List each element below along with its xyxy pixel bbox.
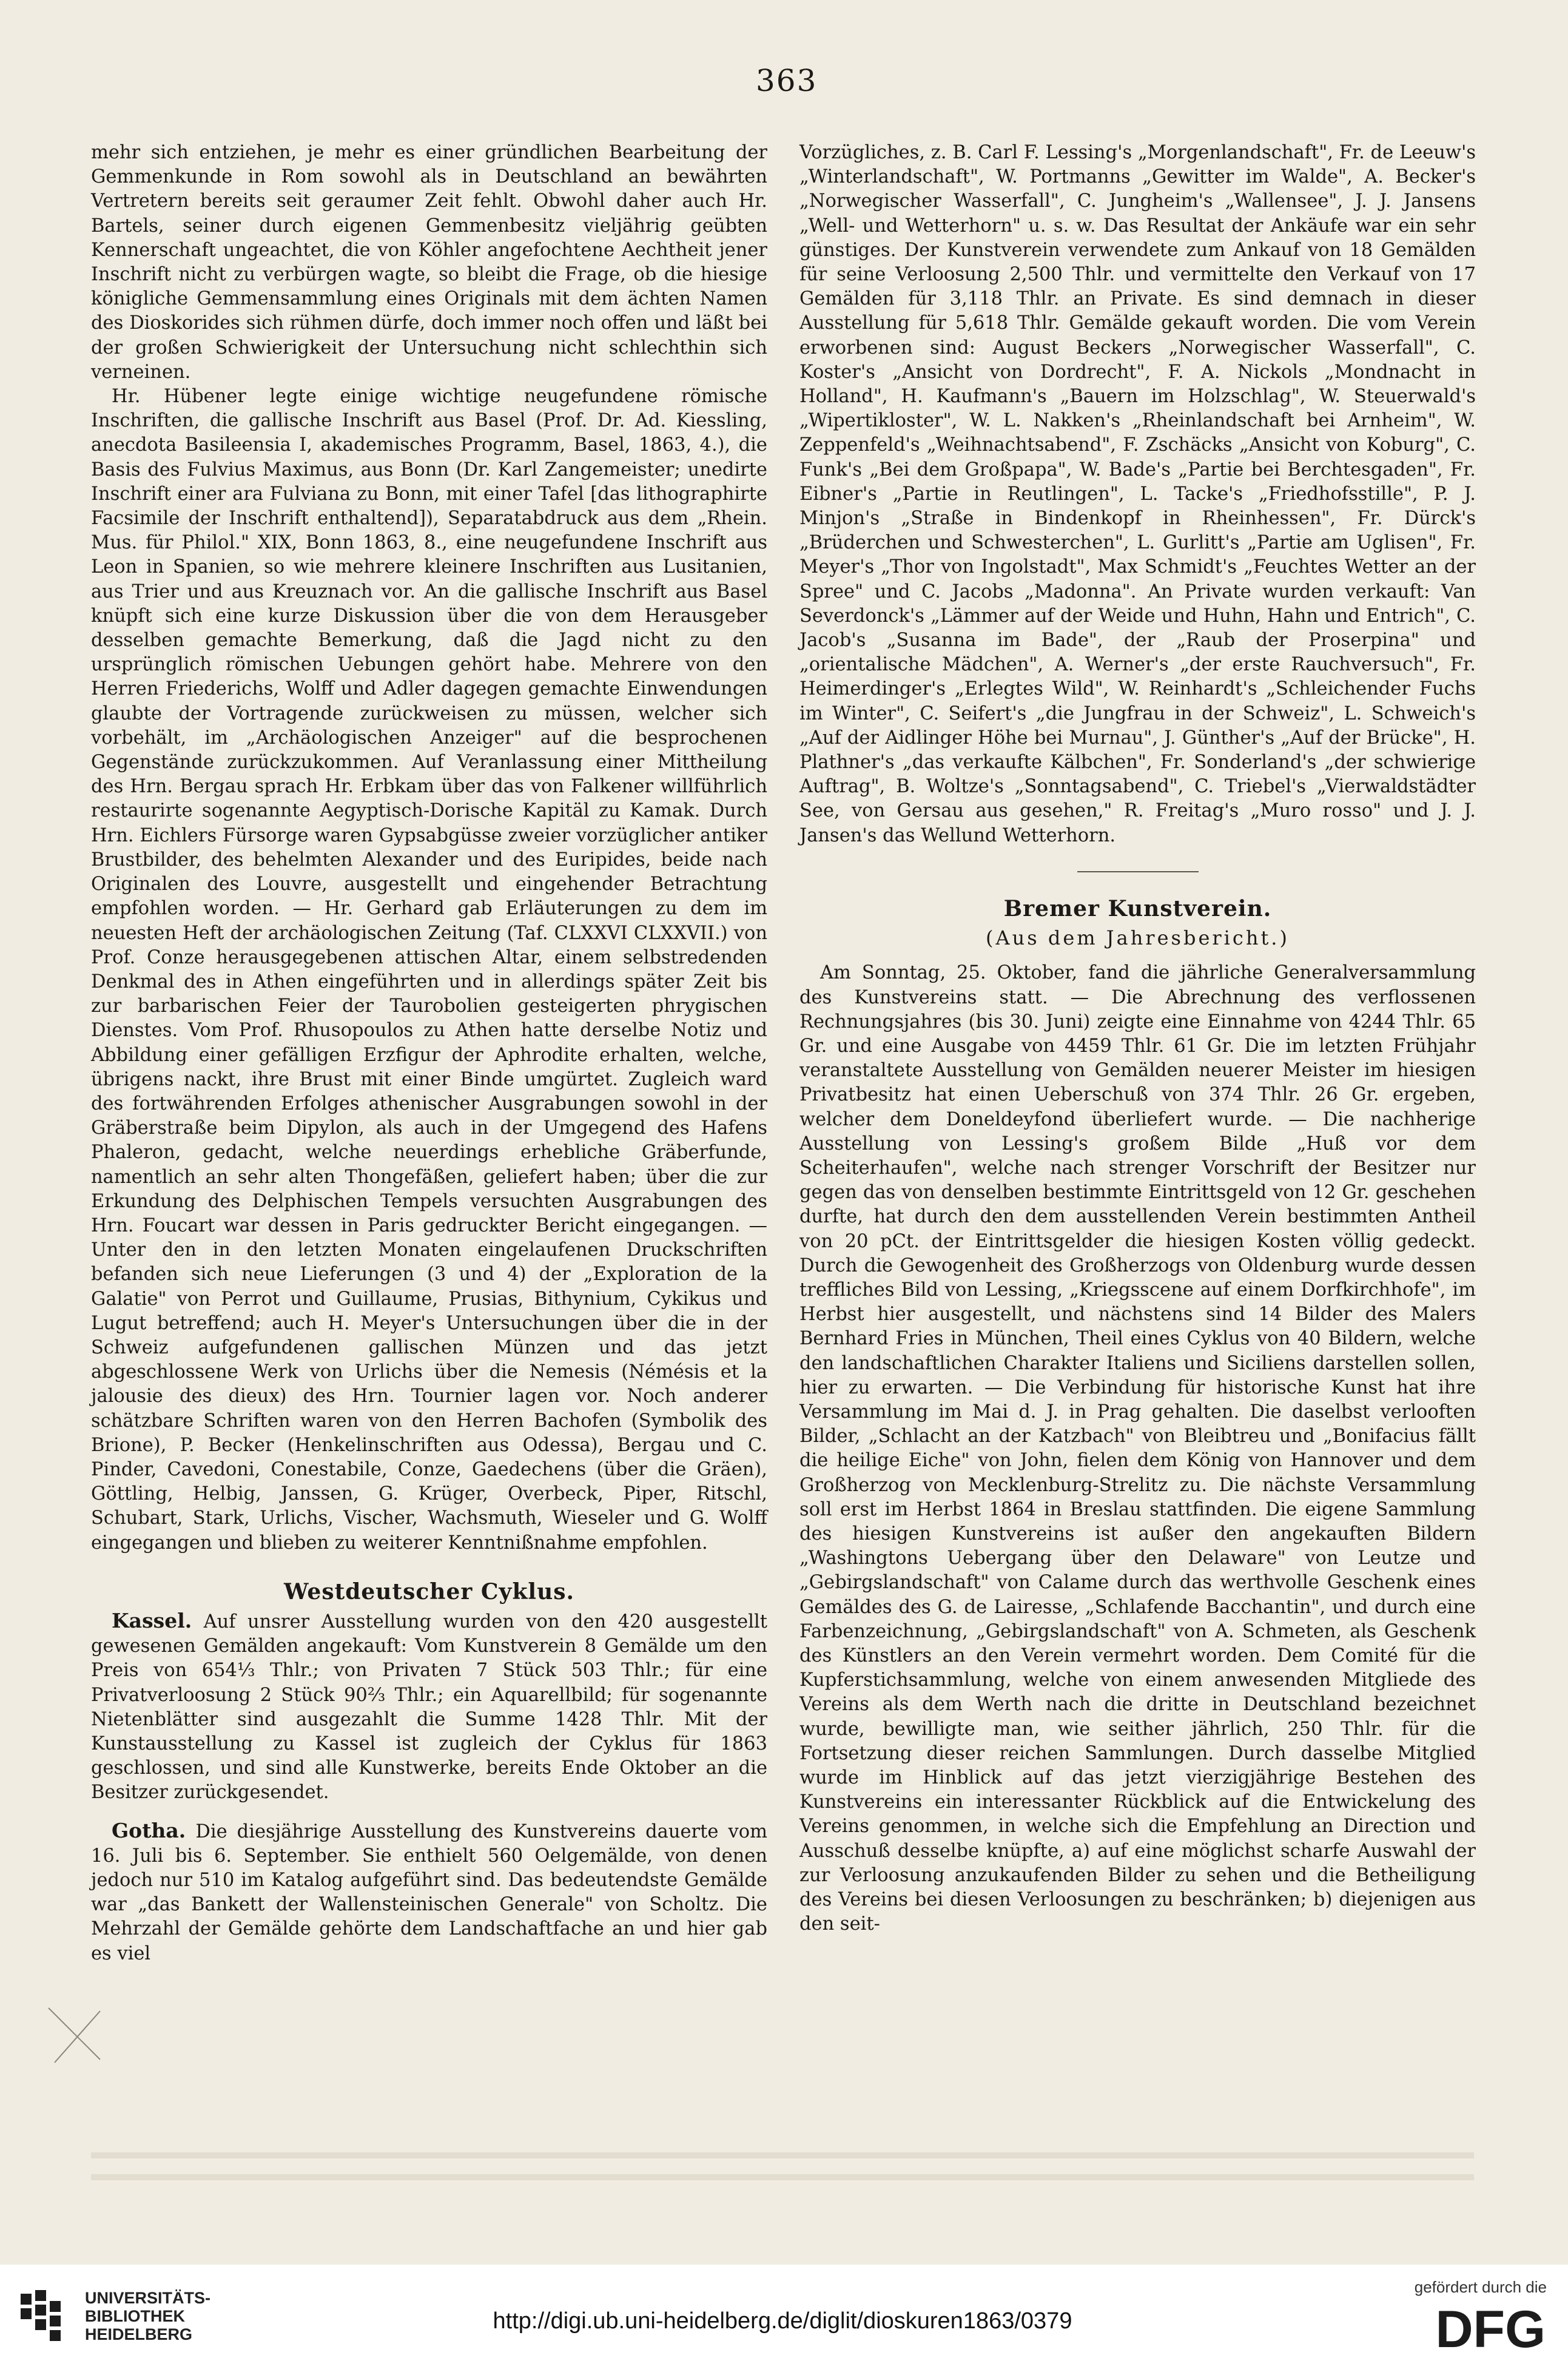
left-column bbox=[91, 141, 767, 1966]
left-paragraph-2: Hr. Hübener legte einige wichtige neugefundene römische Inschriften, die gallische Inschrift aus Basel (Prof. Dr. Ad. Kiessling, anecdota Basileensia I, akademisches Programm, Basel, 1863, 4.), die Basis des Fulvius Maximus, aus Bonn (Dr. Karl Zangemeister; unedirte Inschrift einer ara Fulviana zu Bonn, mit einer Tafel [das lithographirte Facsimile der Inschrift enthaltend]), Separatabdruck aus dem „Rhein. Mus. für Philol." XIX, Bonn 1863, 8., eine neugefundene Inschrift aus Leon in Spanien, so wie mehrere kleinere Inschriften aus Lusitanien, aus Trier und aus Kreuznach vor. An die gallische Inschrift aus Basel knüpft sich eine kurze Diskussion über die von dem Herausgeber desselben gemachte Bemerkung, daß die Jagd nicht zu den ursprünglich römischen Uebungen gehört habe. Mehrere von den Herren Friederichs, Wolff und Adler dagegen gemachte Einwendungen glaubte der Vortragende zurückweisen zu müssen, welcher sich vorbehält, im „Archäologischen Anzeiger" auf die besprochenen Gegenstände zurückzukommen. Auf Veranlassung einer Mittheilung des Hrn. Bergau sprach Hr. Erbkam über das von Falkener willführlich restaurirte sogenannte Aegyptisch-Dorische Kapitäl zu Kamak. Durch Hrn. Eichlers Fürsorge waren Gypsabgüsse zweier vorzüglicher antiker Brustbilder, des behelmten Alexander und des Euripides, beide nach Originalen des Louvre, ausgestellt und eingehender Betrachtung empfohlen worden. — Hr. Gerhard gab Erläuterungen zu dem im neuesten Heft der archäologischen Zeitung (Taf. CLXXVI CLXXVII.) von Prof. Conze herausgegebenen attischen Altar, einem selbstredenden Denkmal des in Athen eingeführten und in allerdings später Zeit bis zur barbarischen Feier der Taurobolien gesteigerten phrygischen Dienstes. Vom Prof. Rhusopoulos zu Athen hatte derselbe Notiz und Abbildung einer gefälligen Erzfigur der Aphrodite erhalten, welche, übrigens nackt, ihre Brust mit einer Binde umgürtet. Zugleich ward des fortwährenden Erfolges athenischer Ausgrabungen sowohl in der Gräberstraße beim Dipylon, als auch in der Umgegend des Hafens Phaleron, gedacht, welche neuerdings erhebliche Gräberfunde, namentlich an sehr alten Thongefäßen, geliefert haben; über die zur Erkundung des Delphischen Tempels versuchten Ausgrabungen des Hrn. Foucart war dessen in Paris gedruckter Bericht eingegangen. — Unter den in den letzten Monaten eingelaufenen Druckschriften befanden sich neue Lieferungen (3 und 4) der „Exploration de la Galatie" von Perrot und Guillaume, Prusias, Bithynium, Cykikus und Lugut betreffend; auch H. Meyer's Untersuchungen über die in der Schweiz aufgefundenen gallischen Münzen und das jetzt abgeschlossene Werk von Urlichs über die Nemesis (Némésis et la jalousie des dieux) des Hrn. Tournier lagen vor. Noch anderer schätzbare Schriften waren von den Herren Bachofen (Symbolik des Brione), P. Becker (Henkelinschriften aus Odessa), Bergau und C. Pinder, Cavedoni, Conestabile, Conze, Gaedechens (über die Gräen), Göttling, Helbig, Janssen, G. Krüger, Overbeck, Piper, Ritschl, Schubart, Stark, Urlichs, Vischer, Wachsmuth, Wieseler und G. Wolff eingegangen und blieben zu weiterer Kenntnißnahme empfohlen. bbox=[91, 386, 767, 1554]
bremer-paragraph-1: Am Sonntag, 25. Oktober, fand die jährliche Generalversammlung des Kunstvereins statt. — Die Abrechnung des verflossenen Rechnungsjahres (bis 30. Juni) zeigte eine Einnahme von 4244 Thlr. 65 Gr. und eine Ausgabe von 4459 Thlr. 61 Gr. Die im letzten Frühjahr veranstaltete Ausstellung von Gemälden neuerer Meister im hiesigen Privatbesitz hat einen Ueberschuß von 374 Thlr. 26 Gr. ergeben, welcher dem Doneldeyfond überliefert wurde. — Die nachherige Ausstellung von Lessing's großem Bilde „Huß vor dem Scheiterhaufen", welche nach strenger Vorschrift der Besitzer nur gegen das von denselben bestimmte Eintrittsgeld von 12 Gr. geschehen durfte, hat durch den dem ausstellenden Verein bestimmten Antheil von 20 pCt. der Eintrittsgelder die hiesigen Kosten völlig gedeckt. Durch die Gewogenheit des Großherzogs von Oldenburg wurde dessen treffliches Bild von Lessing, „Kriegsscene auf einem Dorfkirchhofe", im Herbst hier ausgestellt, und nächstens sind 14 Bilder des Malers Bernhard Fries in München, Theil eines Cyklus von 40 Bildern, welche den landschaftlichen Charakter Italiens und Siciliens darstellen sollen, hier zu erwarten. — Die Verbindung für historische Kunst hat ihre Versammlung im Mai d. J. in Prag gehalten. Die daselbst verlooften Bilder, „Schlacht an der Katzbach" von Bleibtreu und „Bonifacius fällt die heilige Eiche" von John, fielen dem König von Hannover und dem Großherzog von Mecklenburg-Strelitz zu. Die nächste Versammlung soll erst im Herbst 1864 in Breslau stattfinden. Die eigene Sammlung des hiesigen Kunstvereins ist außer den angekauften Bildern „Washingtons Uebergang über den Delaware" von Leutze und „Gebirgslandschaft" von Calame durch das werthvolle Geschenk eines Gemäldes des G. de Lairesse, „Schlafende Bacchantin", und durch eine Farbenzeichnung, „Gebirgslandschaft" von A. Schmeten, als Geschenk des Künstlers an den Verein vermehrt worden. Dem Comité für die Kupferstichsammlung, welche von einem anwesenden Mitgliede des Vereins als dem Werth nach die dritte in Deutschland bezeichnet wurde, bewilligte man, wie seither jährlich, 250 Thlr. für die Fortsetzung dieser reichen Sammlungen. Durch dasselbe Mitglied wurde im Hinblick auf das jetzt vierzigjährige Bestehen des Kunstvereins ein interessanter Rückblick auf die Entwickelung des Vereins genommen, in welche sich die Empfehlung an Direction und Ausschuß desselbe knüpfte, a) auf eine möglichst scharfe Auswahl der zur Verloosung anzukaufenden Bilder zu sehen und die Betheiligung des Vereins bei diesen Verloosungen zu beschränken; b) diejenigen aus den seit- bbox=[799, 962, 1476, 1935]
library-name bbox=[85, 2289, 210, 2343]
digitization-footer bbox=[0, 2265, 1568, 2358]
entry-lead-gotha: Gotha. bbox=[112, 1818, 186, 1842]
permalink-url[interactable]: http://digi.ub.uni-heidelberg.de/diglit/dioskuren1863/0379 bbox=[493, 2308, 1072, 2334]
entry-lead-kassel: Kassel. bbox=[112, 1608, 192, 1632]
entry-text-gotha: Die diesjährige Ausstellung des Kunstvereins dauerte vom 16. Juli bis 6. September. Sie enthielt 560 Oelgemälde, von denen jedoch nur 510 im Katalog aufgeführt sind. Das bedeutendste Gemälde war „das Bankett der Wallensteinischen Generale" von Scholtz. Die Mehrzahl der Gemälde gehörte dem Landschaftfache an und hier gab es viel bbox=[91, 1821, 767, 1964]
right-paragraph-1: Vorzügliches, z. B. Carl F. Lessing's „Morgenlandschaft", Fr. de Leeuw's „Winterlandschaft", W. Portmanns „Gewitter im Walde", A. Becker's „Norwegischer Wasserfall", C. Jungheim's „Wallensee", J. J. Jansens „Well- und Wetterhorn" u. s. w. Das Resultat der Ankäufe war ein sehr günstiges. Der Kunstverein verwendete zum Ankauf von 18 Gemälden für seine Verloosung 2,500 Thlr. und vermittelte den Verkauf von 17 Gemälden für 3,118 Thlr. an Private. Es sind demnach in dieser Ausstellung für 5,618 Thlr. Gemälde gekauft worden. Die vom Verein erworbenen sind: August Beckers „Norwegischer Wasserfall", C. Koster's „Ansicht von Dordrecht", F. A. Nickols „Mondnacht in Holland", H. Kaufmann's „Bauern im Holzschlag", W. Steuerwald's „Wipertikloster", W. L. Nakken's „Rheinlandschaft bei Arnheim", W. Zeppenfeld's „Weihnachtsabend", F. Zschäcks „Ansicht von Koburg", C. Funk's „Bei dem Großpapa", W. Bade's „Partie bei Berchtesgaden", Fr. Eibner's „Partie in Reutlingen", L. Tacke's „Friedhofsstille", P. J. Minjon's „Straße in Bindenkopf in Rheinhessen", Fr. Dürck's „Brüderchen und Schwesterchen", L. Gurlitt's „Partie am Uglisen", Fr. Meyer's „Thor von Ingolstadt", Max Schmidt's „Feuchtes Wetter an der Spree" und C. Jacobs „Madonna". An Private wurden verkauft: Van Severdonck's „Lämmer auf der Weide und Huhn, Hahn und Entrich", C. Jacob's „Susanna im Bade", der „Raub der Proserpina" und „orientalische Mädchen", A. Werner's „der erste Rauchversuch", Fr. Heimerdinger's „Erlegtes Wild", W. Reinhardt's „Schleichender Fuchs im Winter", C. Seifert's „die Jungfrau in der Schweiz", L. Schweich's „Auf der Aidlinger Höhe bei Murnau", J. Günther's „Auf der Brücke", H. Plathner's „das verkaufte Kälbchen", Fr. Sonderland's „der schwierige Auftrag", B. Woltze's „Sonntagsabend", C. Triebel's „Vierwaldstädter See, von Gersau aus gesehen," R. Freitag's „Muro rosso" und J. J. Jansen's das Wellund Wetterhorn. bbox=[799, 142, 1476, 846]
library-name-line-2: BIBLIOTHEK bbox=[85, 2307, 185, 2325]
entry-gotha bbox=[91, 1819, 767, 1966]
entry-text-kassel: Auf unsrer Ausstellung wurden von den 420 ausgestellt gewesenen Gemälden angekauft: Vom Kunstverein 8 Gemälde um den Preis von 654⅓ Thlr.; von Privaten 7 Stück 503 Thlr.; für eine Privatverloosung 2 Stück 90⅔ Thlr.; ein Aquarellbild; für sogenannte Nietenblätter sind ausgezahlt die Summe 1428 Thlr. Mit der Kunstausstellung zu Kassel ist zugleich der Cyklus für 1863 geschlossen, und sind alle Kunstwerke, bereits Ende Oktober an die Besitzer zurückgesendet. bbox=[91, 1611, 767, 1804]
faded-line bbox=[91, 2174, 1474, 2180]
faded-line bbox=[91, 2152, 1474, 2158]
faded-bleedthrough-footer bbox=[91, 2141, 1474, 2232]
right-column bbox=[799, 141, 1476, 1936]
funding-note: gefördert durch die bbox=[1414, 2278, 1547, 2296]
pencil-mark bbox=[42, 2002, 109, 2069]
library-name-line-1: UNIVERSITÄTS- bbox=[85, 2289, 211, 2307]
left-paragraph-1: mehr sich entziehen, je mehr es einer gründlichen Bearbeitung der Gemmenkunde in Rom sowohl als in Deutschland an bewährten Vertretern bereits seit geraumer Zeit fehlt. Obwohl daher auch Hr. Bartels, seiner durch eigenen Gemmenbesitz vieljährig geübten Kennerschaft ungeachtet, die von Köhler angefochtene Aechtheit jener Inschrift nicht zu verbürgen wagte, so bleibt die Frage, ob die hiesige königliche Gemmensammlung eines Originals mit dem ächten Namen des Dioskorides sich rühmen dürfe, doch immer noch offen und läßt bei der großen Schwierigkeit der Untersuchung nicht schlechthin sich verneinen. bbox=[91, 142, 767, 383]
section-title-westdeutscher-cyklus: Westdeutscher Cyklus. bbox=[283, 1578, 575, 1605]
university-library-logo-icon bbox=[21, 2290, 76, 2346]
section-divider bbox=[1077, 871, 1199, 872]
page-number: 363 bbox=[756, 63, 818, 98]
section-title-bremer-kunstverein: Bremer Kunstverein. bbox=[1003, 895, 1272, 921]
dfg-logo-icon bbox=[1389, 2300, 1547, 2351]
library-name-line-3: HEIDELBERG bbox=[85, 2325, 193, 2343]
dfg-logo-text: DFG bbox=[1435, 2300, 1546, 2351]
section-subtitle: (Aus dem Jahresbericht.) bbox=[986, 926, 1290, 950]
entry-kassel bbox=[91, 1609, 767, 1805]
